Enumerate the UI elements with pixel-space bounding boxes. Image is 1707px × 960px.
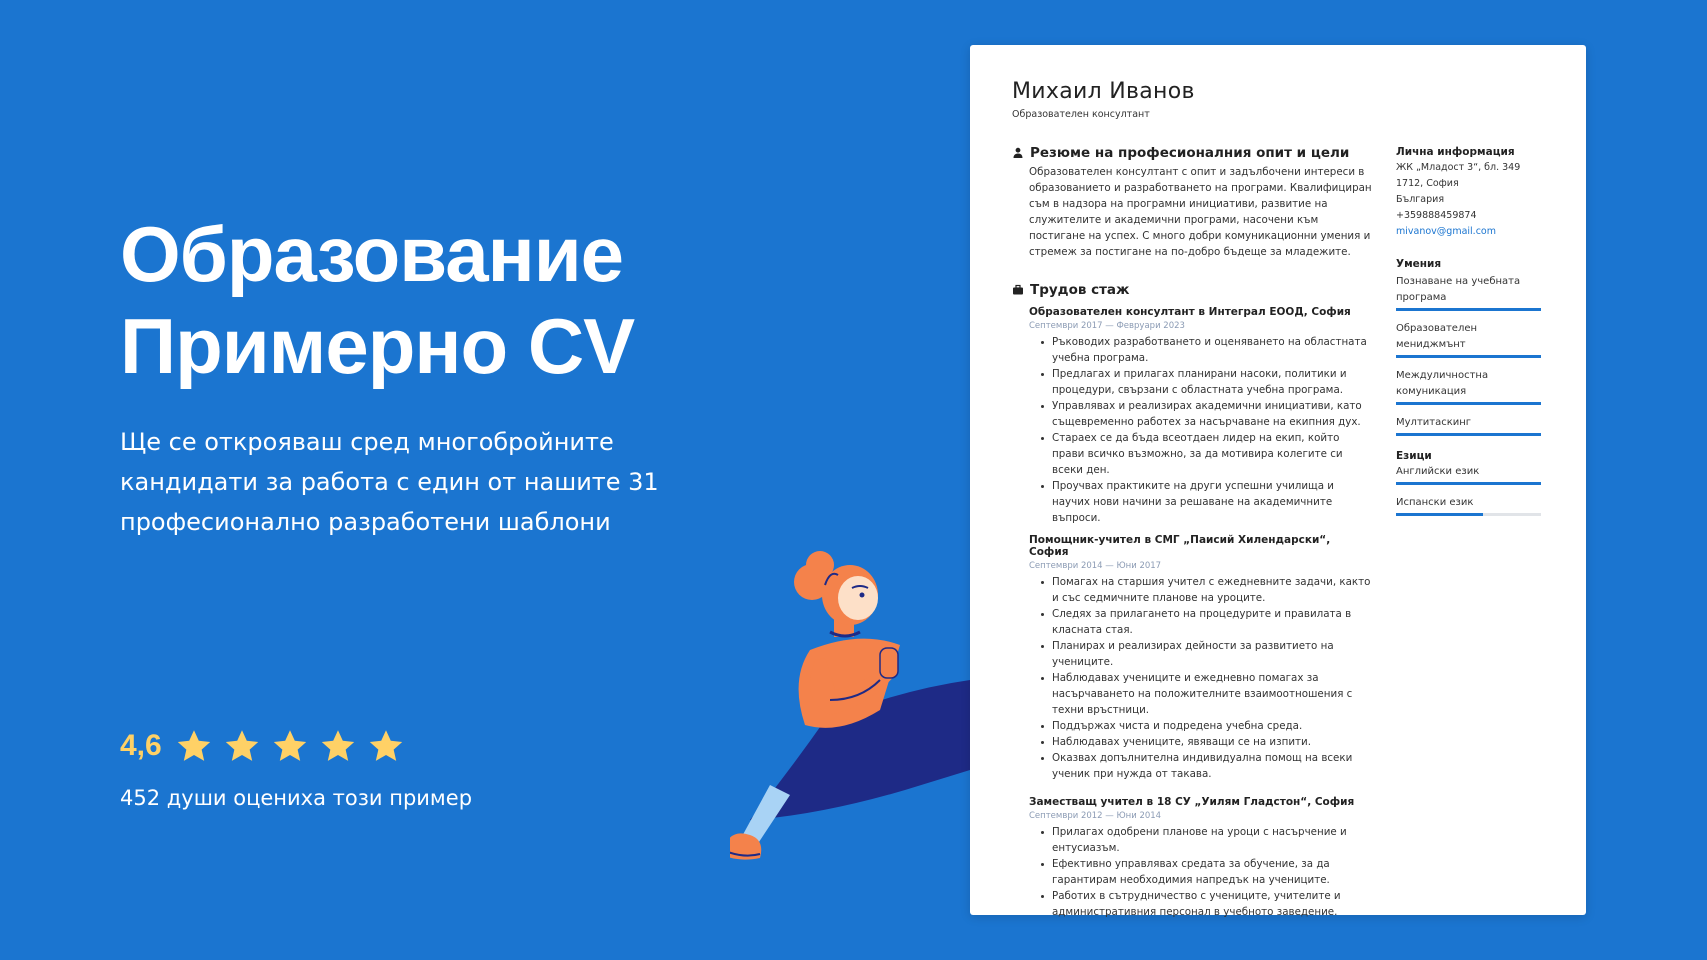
job-dates: Септември 2012 — Юни 2014 — [1029, 811, 1162, 821]
job-bullet: Прилагах одобрени планове на уроци с насърчение и ентусиазъм. — [1052, 824, 1372, 856]
summary-heading — [1012, 145, 1372, 161]
job-bullet: Оказвах допълнителна индивидуална помощ на всеки ученик при нужда от такава. — [1052, 750, 1372, 782]
skills-label: Познаване на учебната програма — [1396, 276, 1521, 303]
address-line1: ЖК „Младост 3“, бл. 349 — [1396, 162, 1521, 173]
job-bullet: Планирах и реализирах дейности за развитието на учениците. — [1052, 638, 1372, 670]
skills-level-fill — [1396, 355, 1541, 358]
job-dates: Септември 2017 — Февруари 2023 — [1029, 321, 1185, 331]
job-dates: Септември 2014 — Юни 2017 — [1029, 561, 1162, 571]
rating-stars — [176, 728, 416, 764]
cv-side-column — [1396, 146, 1542, 526]
star-icon — [176, 728, 212, 764]
skills-level-fill — [1396, 308, 1541, 311]
phone: +359888459874 — [1396, 210, 1477, 221]
languages-heading: Езици — [1396, 450, 1432, 462]
skills-level-bar — [1396, 433, 1541, 436]
cv-name: Михаил Иванов — [1012, 79, 1195, 104]
skills-list — [1396, 274, 1542, 436]
country: България — [1396, 194, 1445, 205]
job-bullet: Наблюдавах учениците, явяващи се на изпити. — [1052, 734, 1372, 750]
skills-level-fill — [1396, 402, 1541, 405]
hero-title-line2: Примерно CV — [120, 302, 635, 390]
job-bullet: Ръководих разработването и оценяването на областната учебна програма. — [1052, 334, 1372, 366]
skills-level-bar — [1396, 308, 1541, 311]
job-bullet: Работих в сътрудничество с учениците, учителите и административния персонал в учебното заведение. — [1052, 888, 1372, 920]
job-title: Образователен консултант в Интеграл ЕООД, София — [1029, 306, 1351, 318]
hero-title-line1: Образование — [120, 210, 624, 298]
cv-document — [970, 45, 1586, 918]
woman-illustration — [730, 540, 980, 880]
languages-label: Испански език — [1396, 497, 1474, 508]
personal-heading: Лична информация — [1396, 146, 1515, 158]
languages-level-fill — [1396, 513, 1483, 516]
cv-main-column — [1012, 145, 1372, 920]
job-bullets — [1012, 334, 1372, 526]
experience-heading — [1012, 282, 1372, 298]
summary-text: Образователен консултант с опит и задълбочени интереси в образованието и разработването на програми. Квалифициран съм в надзора на програмни инициативи, развитие на служителите и академични програми, насочени към постигане на успех. С много добри комуникационни умения и стремеж за постигане на по-добро бъдеще за младежите. — [1029, 166, 1372, 258]
summary-heading-text: Резюме на професионалния опит и цели — [1030, 145, 1350, 161]
job-bullets — [1012, 824, 1372, 920]
rating-value: 4,6 — [120, 729, 162, 762]
cv-role: Образователен консултант — [1012, 109, 1150, 120]
job-entry — [1012, 534, 1372, 782]
languages-level-bar — [1396, 513, 1541, 516]
languages-level-bar — [1396, 482, 1541, 485]
skills-level-bar — [1396, 402, 1541, 405]
job-bullet: Предлагах и прилагах планирани насоки, политики и процедури, свързани с областната учебна програма. — [1052, 366, 1372, 398]
star-icon — [320, 728, 356, 764]
address-line2: 1712, София — [1396, 178, 1459, 189]
rating-count: 452 души оцениха този пример — [120, 786, 473, 810]
experience-heading-text: Трудов стаж — [1030, 282, 1130, 298]
job-title: Помощник-учител в СМГ „Паисий Хилендарски“, София — [1029, 534, 1331, 558]
job-bullet: Помагах на старшия учител с ежедневните задачи, както и със седмичните планове на уроците. — [1052, 576, 1371, 604]
job-bullet: Ефективно управлявах средата за обучение, за да гарантирам необходимия напредък на учениците. — [1052, 856, 1372, 888]
briefcase-icon — [1012, 284, 1024, 296]
person-icon — [1012, 147, 1024, 159]
email-link[interactable]: mivanov@gmail.com — [1396, 226, 1496, 237]
job-entry — [1012, 796, 1372, 920]
skills-label: Образователен мениджмънт — [1396, 323, 1478, 350]
job-bullets — [1012, 574, 1372, 782]
star-icon — [224, 728, 260, 764]
job-bullet: Стараех се да бъда всеотдаен лидер на екип, който прави всичко възможно, за да мотивира колегите си всеки ден. — [1052, 430, 1372, 478]
languages-level-fill — [1396, 482, 1541, 485]
skills-label: Междуличностна комуникация — [1396, 370, 1489, 397]
rating — [120, 728, 416, 764]
star-icon — [272, 728, 308, 764]
star-icon — [368, 728, 404, 764]
job-title: Заместващ учител в 18 СУ „Уилям Гладстон“, София — [1029, 796, 1355, 808]
languages-label: Английски език — [1396, 466, 1480, 477]
job-entry — [1012, 306, 1372, 526]
skills-label: Мултитаскинг — [1396, 417, 1472, 428]
skills-heading: Умения — [1396, 258, 1442, 270]
job-bullet: Поддържах чиста и подредена учебна среда. — [1052, 718, 1372, 734]
job-bullet: Проучвах практиките на други успешни училища и научих нови начини за решаване на академичните въпроси. — [1052, 478, 1372, 526]
languages-list — [1396, 464, 1542, 516]
hero-subtitle: Ще се открояваш сред многобройните кандидати за работа с един от нашите 31 професионално разработени шаблони — [120, 428, 659, 536]
hero-title — [120, 208, 760, 392]
job-bullet: Наблюдавах учениците и ежедневно помагах за насърчаването на положителните взаимоотношения с техни връстници. — [1052, 670, 1372, 718]
job-bullet: Управлявах и реализирах академични инициативи, като същевременно работех за насърчаване на екипния дух. — [1052, 398, 1372, 430]
job-bullet: Следях за прилагането на процедурите и правилата в класната стая. — [1052, 606, 1372, 638]
skills-level-bar — [1396, 355, 1541, 358]
skills-level-fill — [1396, 433, 1541, 436]
job-list — [1012, 306, 1372, 920]
